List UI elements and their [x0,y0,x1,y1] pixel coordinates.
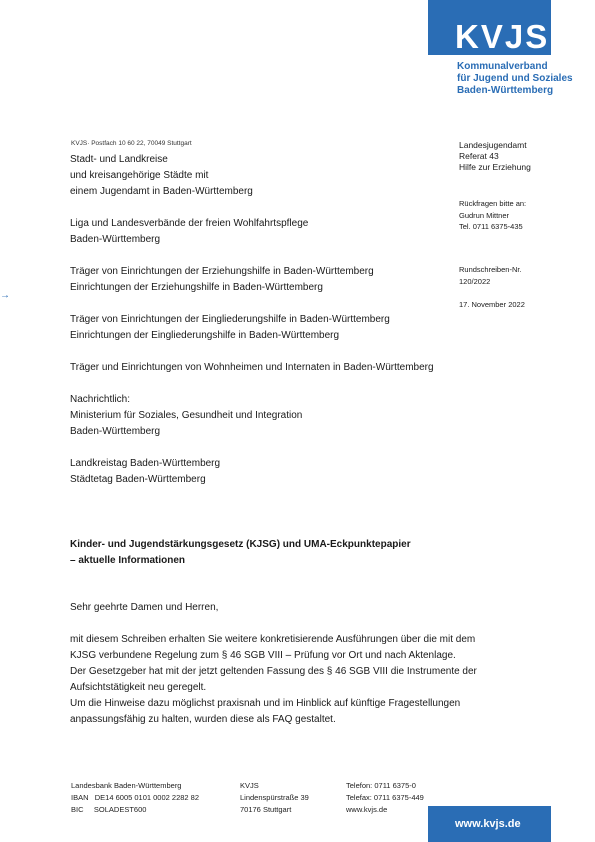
footer-contact: Telefon: 0711 6375-0 Telefax: 0711 6375-449 www.kvjs.de [346,781,424,814]
logo-subtitle: Kommunalverband für Jugend und Soziales Baden-Württemberg [457,61,573,96]
recipient-block: Liga und Landesverbände der freien Wohlfahrtspflege Baden-Württemberg [70,218,309,245]
circular-number: Rundschreiben-Nr. 120/2022 [459,265,522,286]
logo-wordmark: KVJS [455,18,550,55]
footer-address: KVJS Lindenspürstraße 39 70176 Stuttgart [240,781,309,814]
fold-mark-icon: → [0,290,10,301]
recipient-block: Stadt- und Landkreise und kreisangehörige Städte mit einem Jugendamt in Baden-Württemberg [70,154,253,197]
body-text: mit diesem Schreiben erhalten Sie weitere konkretisierende Ausführungen über die mit dem KJSG verbundene Regelung zum § 46 SGB VIII – Prüfung vor Ort und nach Aktenlage. Der Gesetzgeber hat mit der jetzt geltenden Fassung des § 46 SGB VIII die Instrumente der Aufsichtstätigkeit neu geregelt. Um die Hinweise dazu möglichst praxisnah und im Hinblick auf künftige Fragestellungen anpassungsfähig zu halten, wurden diese als FAQ gestaltet. [70,634,477,725]
footer-bank: Landesbank Baden-Württemberg IBAN DE14 6005 0101 0002 2282 82 BIC SOLADEST600 [71,781,200,814]
web-banner-link[interactable]: www.kvjs.de [455,818,521,830]
letter-date: 17. November 2022 [459,300,525,309]
salutation: Sehr geehrte Damen und Herren, [70,602,219,613]
recipient-block: Nachrichtlich: Ministerium für Soziales, Gesundheit und Integration Baden-Württemberg [70,394,303,437]
recipient-block: Träger von Einrichtungen der Eingliederungshilfe in Baden-Württemberg Einrichtungen der Eingliederungshilfe in Baden-Württemberg [70,314,390,341]
department-info: Landesjugendamt Referat 43 Hilfe zur Erziehung [459,140,531,172]
sender-line: KVJS· Postfach 10 60 22, 70049 Stuttgart [71,140,192,147]
recipient-block: Träger von Einrichtungen der Erziehungshilfe in Baden-Württemberg Einrichtungen der Erziehungshilfe in Baden-Württemberg [70,266,374,293]
footer-website-link[interactable]: www.kvjs.de [346,805,388,814]
recipient-block: Träger und Einrichtungen von Wohnheimen und Internaten in Baden-Württemberg [70,362,434,373]
contact-info: Rückfragen bitte an: Gudrun Mittner Tel. 0711 6375-435 [459,199,527,231]
recipient-block: Landkreistag Baden-Württemberg Städtetag Baden-Württemberg [70,458,221,485]
subject-line: Kinder- und Jugendstärkungsgesetz (KJSG) und UMA-Eckpunktepapier – aktuelle Informationen [70,539,411,566]
